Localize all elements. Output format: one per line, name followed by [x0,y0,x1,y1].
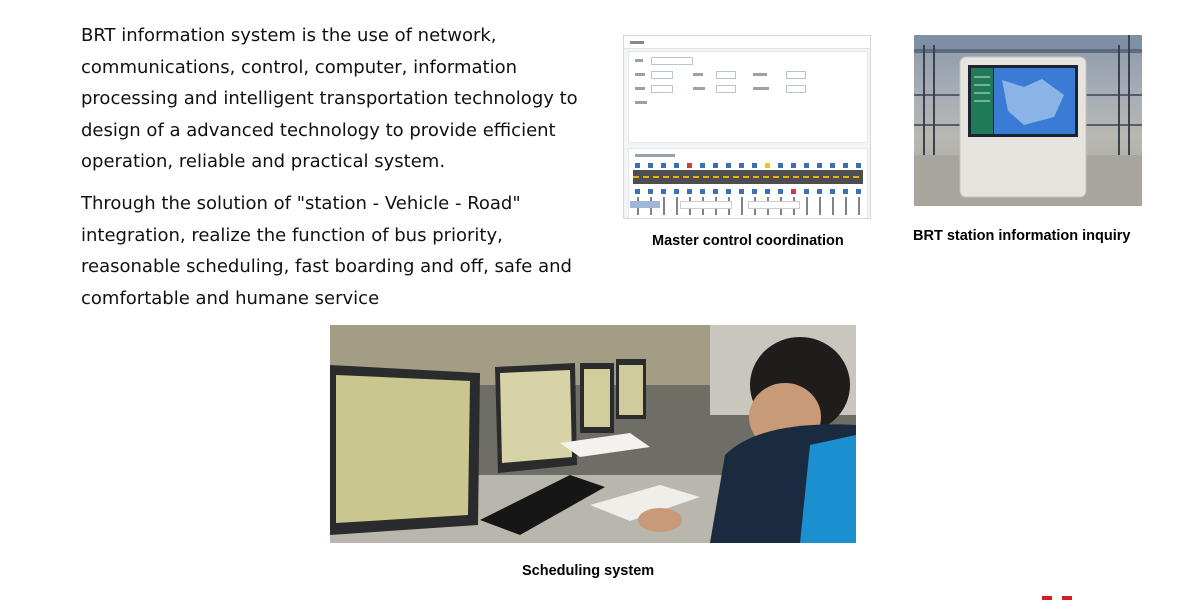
route-station-marker [687,163,692,168]
route-station-marker [843,189,848,194]
route-station-marker [739,189,744,194]
intro-paragraph: BRT information system is the use of network, communications, control, computer, information processing and intelligent transportation technology to design of a advanced technology to provide efficient operation, reliable and practical system. [81,25,578,172]
route-station-marker [700,163,705,168]
route-station-marker [778,189,783,194]
route-station-marker [765,189,770,194]
station-label-mark [663,197,665,215]
route-station-marker [856,189,861,194]
station-label-mark [819,197,821,215]
route-road-strip [633,170,863,184]
kiosk-illustration [914,35,1142,206]
route-station-marker [648,189,653,194]
screenshot-form-panel [628,51,868,143]
route-station-marker [830,163,835,168]
screenshot-header-bar [624,36,870,49]
route-station-marker [830,189,835,194]
route-station-marker [726,189,731,194]
route-station-marker [661,163,666,168]
route-station-marker [739,163,744,168]
route-station-marker [765,163,770,168]
station-label-mark [832,197,834,215]
route-station-marker [856,163,861,168]
route-station-marker [700,189,705,194]
route-station-marker [687,189,692,194]
route-station-marker [713,189,718,194]
route-station-marker [752,189,757,194]
route-station-marker [843,163,848,168]
scheduling-photo [330,325,856,543]
screenshot-end-time [748,201,800,209]
master-caption: Master control coordination [652,233,844,249]
kiosk-caption: BRT station information inquiry [913,228,1131,244]
route-station-marker [674,189,679,194]
route-station-marker [726,163,731,168]
route-station-marker [661,189,666,194]
station-label-mark [858,197,860,215]
scheduling-caption: Scheduling system [522,563,655,579]
route-station-marker [817,163,822,168]
route-station-marker [778,163,783,168]
station-label-mark [806,197,808,215]
route-station-marker [674,163,679,168]
route-station-marker [817,189,822,194]
corner-logo-fragment [1040,594,1080,600]
scheduling-illustration [330,325,856,543]
master-control-screenshot [623,35,871,219]
route-station-marker [752,163,757,168]
route-station-marker [648,163,653,168]
station-label-mark [676,197,678,215]
route-station-marker [791,163,796,168]
route-station-marker [635,163,640,168]
route-station-marker [713,163,718,168]
screenshot-start-time [680,201,732,209]
kiosk-photo [914,35,1142,206]
integration-paragraph: Through the solution of "station - Vehicle - Road" integration, realize the function of bus priority, reasonable scheduling, fast boarding and off, safe and comfortable and humane service [81,193,572,309]
screenshot-action-button [630,201,660,208]
station-label-mark [845,197,847,215]
route-station-marker [804,163,809,168]
route-station-marker [804,189,809,194]
route-station-marker [791,189,796,194]
station-label-mark [741,197,743,215]
route-station-marker [635,189,640,194]
